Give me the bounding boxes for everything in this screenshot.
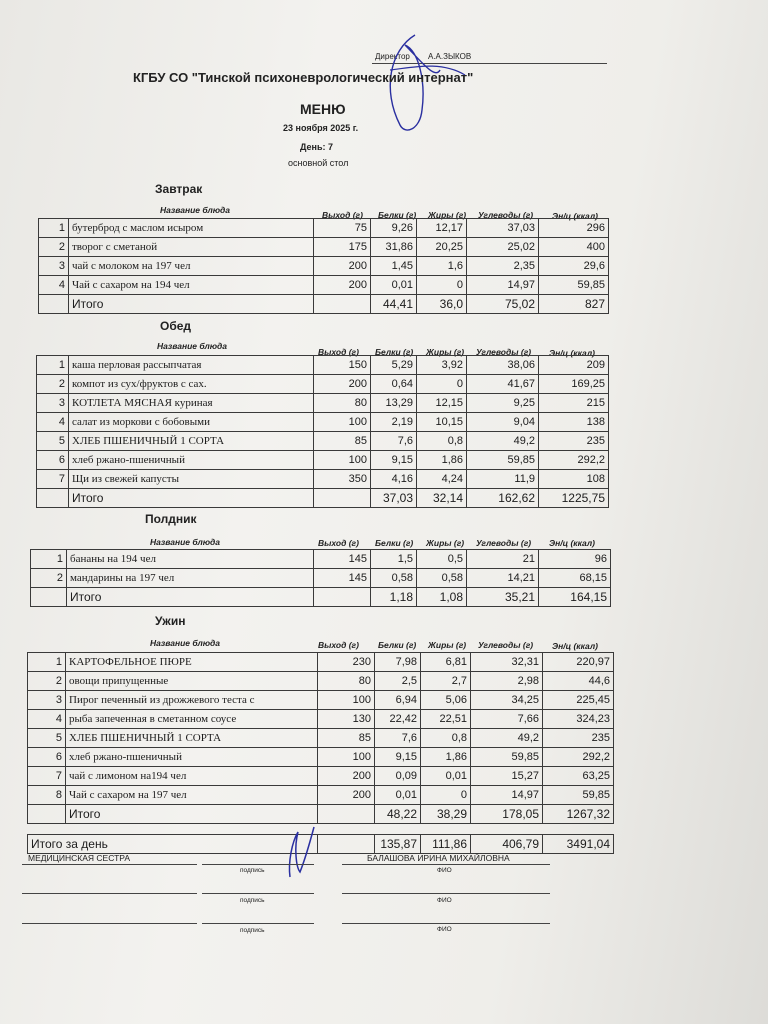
nurse-role: МЕДИЦИНСКАЯ СЕСТРА (28, 853, 131, 863)
header-name: Название блюда (160, 205, 231, 215)
header-energy: Эн/ц (ккал) (552, 641, 598, 651)
total-row (37, 489, 609, 508)
dish-name: КАРТОФЕЛЬНОЕ ПЮРЕ (66, 653, 318, 672)
row-number: 2 (28, 672, 66, 691)
table-type: основной стол (288, 158, 349, 168)
carbs-value: 9,04 (467, 413, 539, 432)
header-protein: Белки (г) (375, 538, 414, 548)
energy-value: 296 (539, 219, 609, 238)
menu-day: День: 7 (300, 142, 333, 152)
output-value: 130 (318, 710, 375, 729)
carbs-value: 59,85 (467, 451, 539, 470)
dish-name: мандарины на 197 чел (67, 569, 314, 588)
carbs-value: 14,21 (467, 569, 539, 588)
output-value: 145 (314, 569, 371, 588)
protein-value: 0,58 (371, 569, 417, 588)
output-value: 150 (314, 356, 371, 375)
protein-value: 5,29 (371, 356, 417, 375)
total-fat: 32,14 (417, 489, 467, 508)
row-number: 7 (37, 470, 69, 489)
fat-value: 5,06 (421, 691, 471, 710)
energy-value: 96 (539, 550, 611, 569)
carbs-value: 9,25 (467, 394, 539, 413)
total-row (28, 805, 614, 824)
header-output: Выход (г) (322, 210, 363, 220)
carbs-value: 15,27 (471, 767, 543, 786)
fat-value: 2,7 (421, 672, 471, 691)
row-number: 1 (28, 653, 66, 672)
table-row (28, 748, 614, 767)
energy-value: 225,45 (543, 691, 614, 710)
signature-line-3 (202, 923, 314, 924)
energy-value: 324,23 (543, 710, 614, 729)
table-row (31, 569, 611, 588)
dish-name: ХЛЕБ ПШЕНИЧНЫЙ 1 СОРТА (69, 432, 314, 451)
table-row (28, 729, 614, 748)
table-row (39, 219, 609, 238)
dish-name: чай с лимоном на194 чел (66, 767, 318, 786)
table-row (37, 470, 609, 489)
carbs-value: 41,67 (467, 375, 539, 394)
energy-value: 59,85 (539, 276, 609, 295)
fio-line-2 (342, 893, 550, 894)
total-fat: 1,08 (417, 588, 467, 607)
protein-value: 2,19 (371, 413, 417, 432)
carbs-value: 38,06 (467, 356, 539, 375)
output-value: 80 (318, 672, 375, 691)
dish-name: Щи из свежей капусты (69, 470, 314, 489)
output-value: 100 (314, 451, 371, 470)
energy-value: 169,25 (539, 375, 609, 394)
total-number-cell (28, 805, 66, 824)
row-number: 4 (39, 276, 69, 295)
director-name: А.А.ЗЫКОВ (428, 52, 472, 61)
snack-table (30, 549, 611, 607)
total-carbs: 35,21 (467, 588, 539, 607)
carbs-value: 34,25 (471, 691, 543, 710)
dish-name: овощи припущенные (66, 672, 318, 691)
header-name: Название блюда (150, 537, 221, 547)
section-title-breakfast: Завтрак (155, 182, 203, 196)
total-energy: 827 (539, 295, 609, 314)
carbs-value: 37,03 (467, 219, 539, 238)
row-number: 2 (39, 238, 69, 257)
output-value: 350 (314, 470, 371, 489)
fat-value: 3,92 (417, 356, 467, 375)
dish-name: бананы на 194 чел (67, 550, 314, 569)
signature-label-2: подпись (240, 897, 265, 904)
table-row (37, 375, 609, 394)
total-energy: 164,15 (539, 588, 611, 607)
row-number: 4 (28, 710, 66, 729)
page-title: МЕНЮ (300, 101, 346, 117)
role-line-3 (22, 923, 197, 924)
carbs-value: 49,2 (467, 432, 539, 451)
header-fat: Жиры (г) (428, 640, 467, 650)
output-value: 100 (318, 748, 375, 767)
energy-value: 292,2 (543, 748, 614, 767)
protein-value: 1,5 (371, 550, 417, 569)
dish-name: компот из сух/фруктов с сах. (69, 375, 314, 394)
table-row (28, 710, 614, 729)
dish-name: Пирог печенный из дрожжевого теста с (66, 691, 318, 710)
energy-value: 220,97 (543, 653, 614, 672)
fio-label-2: ФИО (437, 897, 452, 904)
total-protein: 44,41 (371, 295, 417, 314)
header-output: Выход (г) (318, 347, 359, 357)
energy-value: 29,6 (539, 257, 609, 276)
fat-value: 0,58 (417, 569, 467, 588)
day-total-label: Итого за день (28, 835, 318, 854)
row-number: 5 (37, 432, 69, 451)
fio-label-1: ФИО (437, 867, 452, 874)
table-row (37, 432, 609, 451)
total-carbs: 75,02 (467, 295, 539, 314)
dish-name: хлеб ржано-пшеничный (66, 748, 318, 767)
signature-line-2 (202, 893, 314, 894)
header-carbs: Углеводы (г) (478, 640, 534, 650)
table-row (28, 653, 614, 672)
organization-name: КГБУ СО "Тинской психоневрологический интернат" (133, 70, 474, 85)
menu-date: 23 ноября 2025 г. (283, 123, 359, 133)
row-number: 6 (37, 451, 69, 470)
total-fat: 38,29 (421, 805, 471, 824)
section-title-dinner: Ужин (155, 614, 186, 628)
role-line-2 (22, 893, 197, 894)
total-number-cell (31, 588, 67, 607)
fio-line-3 (342, 923, 550, 924)
protein-value: 7,6 (375, 729, 421, 748)
table-row (37, 356, 609, 375)
energy-value: 235 (543, 729, 614, 748)
header-energy: Эн/ц (ккал) (549, 538, 595, 548)
total-label: Итого (66, 805, 318, 824)
nurse-signature (270, 822, 330, 882)
protein-value: 31,86 (371, 238, 417, 257)
dinner-table (27, 652, 614, 824)
dish-name: чай с молоком на 197 чел (69, 257, 314, 276)
output-value: 200 (314, 375, 371, 394)
table-row (31, 550, 611, 569)
total-label: Итого (69, 489, 314, 508)
protein-value: 13,29 (371, 394, 417, 413)
table-row (28, 786, 614, 805)
director-label: Директор (375, 52, 410, 61)
total-carbs: 162,62 (467, 489, 539, 508)
row-number: 3 (37, 394, 69, 413)
fat-value: 10,15 (417, 413, 467, 432)
output-value: 85 (314, 432, 371, 451)
dish-name: салат из моркови с бобовыми (69, 413, 314, 432)
header-protein: Белки (г) (375, 347, 414, 357)
output-value: 200 (318, 767, 375, 786)
output-value: 145 (314, 550, 371, 569)
signature-line-1 (202, 864, 314, 865)
fat-value: 0 (417, 276, 467, 295)
fat-value: 6,81 (421, 653, 471, 672)
header-name: Название блюда (157, 341, 228, 351)
header-name: Название блюда (150, 638, 221, 648)
header-energy: Эн/ц (ккал) (552, 211, 598, 221)
lunch-table (36, 355, 609, 508)
dish-name: Чай с сахаром на 197 чел (66, 786, 318, 805)
row-number: 6 (28, 748, 66, 767)
energy-value: 138 (539, 413, 609, 432)
energy-value: 292,2 (539, 451, 609, 470)
dish-name: Чай с сахаром на 194 чел (69, 276, 314, 295)
fat-value: 0 (421, 786, 471, 805)
row-number: 3 (28, 691, 66, 710)
fat-value: 4,24 (417, 470, 467, 489)
protein-value: 22,42 (375, 710, 421, 729)
fat-value: 0,01 (421, 767, 471, 786)
total-fat: 36,0 (417, 295, 467, 314)
table-row (37, 413, 609, 432)
header-protein: Белки (г) (378, 210, 417, 220)
total-number-cell (37, 489, 69, 508)
dish-name: бутерброд с маслом исыром (69, 219, 314, 238)
total-output (314, 588, 371, 607)
day-total-carbs: 406,79 (471, 835, 543, 854)
row-number: 3 (39, 257, 69, 276)
header-fat: Жиры (г) (426, 538, 465, 548)
carbs-value: 32,31 (471, 653, 543, 672)
dish-name: ХЛЕБ ПШЕНИЧНЫЙ 1 СОРТА (66, 729, 318, 748)
table-row (28, 767, 614, 786)
dish-name: рыба запеченная в сметанном соусе (66, 710, 318, 729)
table-row (39, 257, 609, 276)
day-total-energy: 3491,04 (543, 835, 614, 854)
total-row (39, 295, 609, 314)
protein-value: 9,26 (371, 219, 417, 238)
row-number: 4 (37, 413, 69, 432)
row-number: 7 (28, 767, 66, 786)
output-value: 175 (314, 238, 371, 257)
output-value: 200 (314, 257, 371, 276)
fat-value: 0,8 (417, 432, 467, 451)
protein-value: 0,01 (375, 786, 421, 805)
total-energy: 1267,32 (543, 805, 614, 824)
director-signature (360, 30, 470, 140)
carbs-value: 21 (467, 550, 539, 569)
total-energy: 1225,75 (539, 489, 609, 508)
protein-value: 1,45 (371, 257, 417, 276)
header-output: Выход (г) (318, 640, 359, 650)
total-output (314, 489, 371, 508)
signature-label-1: подпись (240, 867, 265, 874)
output-value: 100 (314, 413, 371, 432)
header-carbs: Углеводы (г) (476, 538, 532, 548)
total-label: Итого (67, 588, 314, 607)
energy-value: 59,85 (543, 786, 614, 805)
output-value: 200 (318, 786, 375, 805)
nurse-name: БАЛАШОВА ИРИНА МИХАЙЛОВНА (367, 853, 510, 863)
header-fat: Жиры (г) (426, 347, 465, 357)
role-line-1 (22, 864, 197, 865)
protein-value: 4,16 (371, 470, 417, 489)
output-value: 100 (318, 691, 375, 710)
fat-value: 1,86 (421, 748, 471, 767)
dish-name: творог с сметаной (69, 238, 314, 257)
protein-value: 0,01 (371, 276, 417, 295)
output-value: 85 (318, 729, 375, 748)
carbs-value: 25,02 (467, 238, 539, 257)
protein-value: 7,6 (371, 432, 417, 451)
dish-name: КОТЛЕТА МЯСНАЯ куриная (69, 394, 314, 413)
output-value: 200 (314, 276, 371, 295)
section-title-lunch: Обед (160, 319, 192, 333)
fat-value: 1,86 (417, 451, 467, 470)
carbs-value: 59,85 (471, 748, 543, 767)
fat-value: 12,15 (417, 394, 467, 413)
fat-value: 22,51 (421, 710, 471, 729)
fio-label-3: ФИО (437, 926, 452, 933)
energy-value: 108 (539, 470, 609, 489)
total-protein: 37,03 (371, 489, 417, 508)
fat-value: 1,6 (417, 257, 467, 276)
energy-value: 400 (539, 238, 609, 257)
protein-value: 6,94 (375, 691, 421, 710)
dish-name: хлеб ржано-пшеничный (69, 451, 314, 470)
header-output: Выход (г) (318, 538, 359, 548)
total-label: Итого (69, 295, 314, 314)
row-number: 1 (39, 219, 69, 238)
breakfast-table (38, 218, 609, 314)
header-carbs: Углеводы (г) (478, 210, 534, 220)
carbs-value: 14,97 (467, 276, 539, 295)
row-number: 1 (31, 550, 67, 569)
protein-value: 2,5 (375, 672, 421, 691)
table-row (39, 276, 609, 295)
output-value: 230 (318, 653, 375, 672)
day-total-protein: 135,87 (375, 835, 421, 854)
energy-value: 209 (539, 356, 609, 375)
table-row (28, 672, 614, 691)
day-total-fat: 111,86 (421, 835, 471, 854)
energy-value: 215 (539, 394, 609, 413)
carbs-value: 11,9 (467, 470, 539, 489)
total-protein: 1,18 (371, 588, 417, 607)
energy-value: 44,6 (543, 672, 614, 691)
fat-value: 0,8 (421, 729, 471, 748)
row-number: 1 (37, 356, 69, 375)
table-row (37, 451, 609, 470)
fat-value: 12,17 (417, 219, 467, 238)
energy-value: 63,25 (543, 767, 614, 786)
fat-value: 0 (417, 375, 467, 394)
header-carbs: Углеводы (г) (476, 347, 532, 357)
fio-line-1 (342, 864, 550, 865)
carbs-value: 2,35 (467, 257, 539, 276)
energy-value: 68,15 (539, 569, 611, 588)
total-protein: 48,22 (375, 805, 421, 824)
carbs-value: 7,66 (471, 710, 543, 729)
total-carbs: 178,05 (471, 805, 543, 824)
protein-value: 9,15 (375, 748, 421, 767)
protein-value: 7,98 (375, 653, 421, 672)
carbs-value: 49,2 (471, 729, 543, 748)
total-number-cell (39, 295, 69, 314)
header-energy: Эн/ц (ккал) (549, 348, 595, 358)
protein-value: 0,64 (371, 375, 417, 394)
carbs-value: 14,97 (471, 786, 543, 805)
protein-value: 0,09 (375, 767, 421, 786)
row-number: 8 (28, 786, 66, 805)
row-number: 2 (37, 375, 69, 394)
dish-name: каша перловая рассыпчатая (69, 356, 314, 375)
protein-value: 9,15 (371, 451, 417, 470)
row-number: 5 (28, 729, 66, 748)
output-value: 75 (314, 219, 371, 238)
table-row (28, 691, 614, 710)
section-title-snack: Полдник (145, 512, 197, 526)
total-row (31, 588, 611, 607)
header-fat: Жиры (г) (428, 210, 467, 220)
header-protein: Белки (г) (378, 640, 417, 650)
carbs-value: 2,98 (471, 672, 543, 691)
output-value: 80 (314, 394, 371, 413)
row-number: 2 (31, 569, 67, 588)
table-row (37, 394, 609, 413)
total-output (318, 805, 375, 824)
energy-value: 235 (539, 432, 609, 451)
fat-value: 20,25 (417, 238, 467, 257)
fat-value: 0,5 (417, 550, 467, 569)
table-row (39, 238, 609, 257)
signature-label-3: подпись (240, 927, 265, 934)
total-output (314, 295, 371, 314)
